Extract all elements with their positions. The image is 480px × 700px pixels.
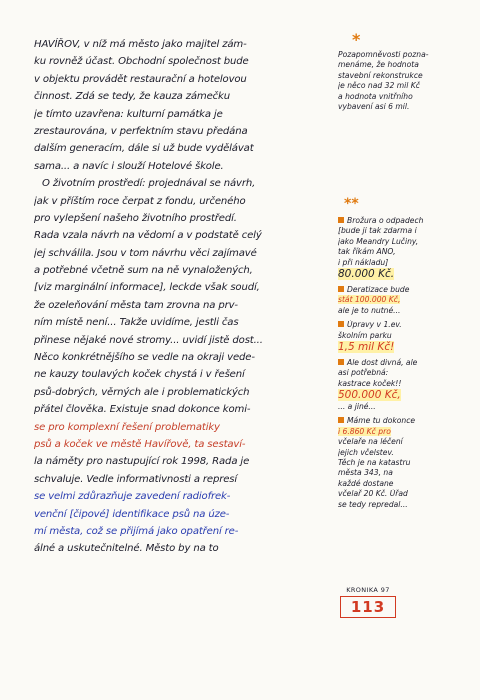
margin-line: Ale dost divná, ale (338, 358, 466, 368)
margin-item-castration (338, 358, 466, 413)
margin-item-brochure (338, 216, 466, 281)
page-number: 113 (340, 596, 396, 618)
bullet-icon (338, 321, 344, 327)
margin-amount: 1,5 mil Kč! (338, 340, 395, 353)
margin-line: školním parku (338, 330, 392, 340)
margin-line: jejich včelstev. (338, 447, 394, 457)
text-line: činnost. Zdá se tedy, že kauza zámečku (34, 91, 230, 103)
star-mark: * (352, 30, 361, 49)
margin-line: Těch je na katastru (338, 458, 411, 468)
text-line: jej schválila. Jsou v tom návrhu věci zajímavé (34, 247, 257, 259)
kronika-label: KRONIKA 97 (346, 586, 390, 594)
margin-line: asi potřebná: (338, 368, 389, 378)
margin-line: města 343, na (338, 468, 393, 478)
text-line: sama... a navíc i slouží Hotelové škole. (34, 160, 224, 172)
text-line: ku rovněž účast. Obchodní společnost bude (34, 56, 249, 68)
text-line-highlight: se pro komplexní řešení problematiky (34, 421, 220, 433)
margin-line: Úpravy v 1.ev. (338, 320, 466, 330)
text-line: álné a uskutečnitelné. Město by na to (34, 543, 219, 555)
text-line: schvaluje. Vedle informativnosti a represí (34, 473, 238, 485)
margin-line: ale je to nutné... (338, 305, 401, 315)
margin-line: a hodnota vnitřního (338, 91, 413, 101)
text-line: Něco konkrétnějšího se vedle na okraji vede- (34, 352, 255, 364)
main-text-block (34, 36, 326, 558)
text-line: pro vylepšení našeho životního prostředí. (34, 212, 237, 224)
text-line-highlight: mí města, což se přijímá jako opatření re- (34, 525, 239, 537)
margin-line: včelař 20 Kč. Úřad (338, 489, 408, 499)
margin-line: [bude ji tak zdarma i (338, 226, 417, 236)
bullet-icon (338, 359, 344, 365)
text-line: přinese nějaké nové stromy... uvidí jistě dost... (34, 334, 263, 346)
text-line: Rada vzala návrh na vědomí a v podstatě celý (34, 230, 262, 242)
text-line: zrestaurována, v perfektním stavu předána (34, 125, 248, 137)
text-line: HAVÍŘOV, v níž má město jako majitel zám- (34, 39, 247, 50)
text-line: psů-dobrých, věrných ale i problematických (34, 386, 250, 398)
double-star-mark: ** (344, 196, 359, 212)
margin-line: včelaře na léčení (338, 437, 403, 447)
text-line: O životním prostředí: projednával se návrh, (42, 178, 256, 190)
text-line: přátel člověka. Existuje snad dokonce komi- (34, 404, 251, 416)
margin-amount: 500.000 Kč, (338, 389, 401, 402)
text-line: la náměty pro nastupující rok 1998, Rada je (34, 456, 250, 468)
margin-line: tak říkám ANO, (338, 247, 396, 257)
margin-item-beekeepers (338, 416, 466, 510)
margin-line: Brožura o odpadech (338, 216, 466, 226)
margin-line: ... a jiné... (338, 402, 376, 412)
margin-line: i při nákladu] (338, 257, 389, 267)
margin-amount: 80.000 Kč. (338, 267, 395, 280)
bullet-icon (338, 286, 344, 292)
margin-note-list (338, 216, 466, 510)
margin-line: jako Meandry Lučiny, (338, 236, 419, 246)
margin-line: se tedy repredal... (338, 499, 408, 509)
text-line: a potřebné včetně sum na ně vynaložených, (34, 265, 253, 277)
page-number-box (340, 586, 396, 618)
text-line: [viz marginální informace], leckde však soudí, (34, 282, 260, 294)
margin-line: kastrace koček!! (338, 378, 402, 388)
bullet-icon (338, 217, 344, 223)
margin-line: Pozapomněvosti pozna- (338, 50, 429, 59)
text-line: že ozeleňování města tam zrovna na prv- (34, 299, 238, 311)
text-line-highlight: psů a koček ve městě Havířově, ta sestaví- (34, 438, 246, 450)
margin-line: každé dostane (338, 478, 394, 488)
margin-line: menáme, že hodnota (338, 60, 419, 70)
text-line: v objektu provádět restaurační a hotelovou (34, 73, 247, 85)
margin-amount: stát 100.000 Kč, (338, 295, 401, 305)
margin-line: Máme tu dokonce (338, 416, 466, 426)
bullet-icon (338, 417, 344, 423)
margin-item-deratization (338, 285, 466, 316)
margin-line: stavební rekonstrukce (338, 70, 423, 80)
margin-item-park (338, 320, 466, 354)
margin-line: Deratizace bude (338, 285, 466, 295)
margin-amount: i 6.860 Kč pro (338, 426, 391, 436)
text-line: ním místě není... Takže uvidíme, jestli čas (34, 317, 239, 329)
text-line: jak v příštím roce čerpat z fondu, určeného (34, 195, 246, 207)
text-line-highlight: venční [čipové] identifikace psů na úze- (34, 508, 230, 520)
margin-note-1 (338, 50, 466, 112)
margin-line: je něco nad 32 mil Kč (338, 81, 420, 91)
text-line: je tímto uzavřena: kulturní památka je (34, 108, 223, 120)
text-line: ne kauzy toulavých koček chystá i v řešení (34, 369, 245, 381)
margin-line: vybavení asi 6 mil. (338, 101, 410, 111)
text-line-highlight: se velmi zdůrazňuje zavedení radiofrek- (34, 491, 231, 503)
text-line: dalším generacím, dále si už bude vydělávat (34, 143, 254, 155)
